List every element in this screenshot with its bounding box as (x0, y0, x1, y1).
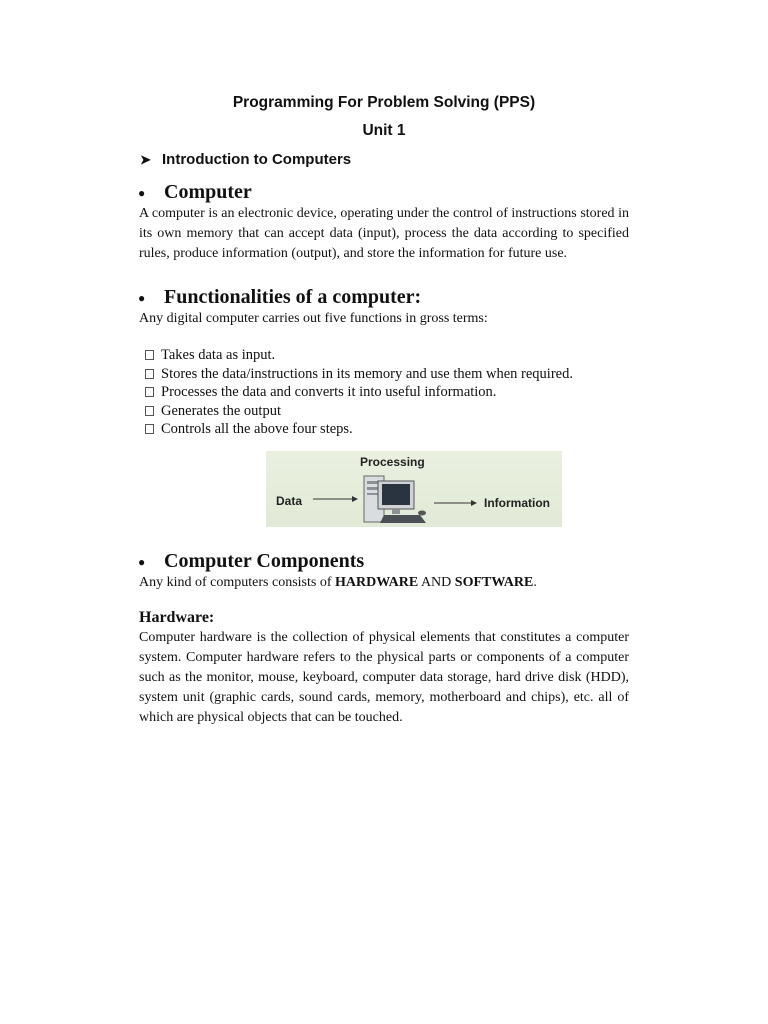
diagram-processing-label: Processing (360, 455, 425, 469)
components-heading-text: Computer Components (164, 550, 365, 572)
bullet-icon: ● (138, 554, 146, 569)
checkbox-glyph-icon (145, 369, 154, 379)
computer-description: A computer is an electronic device, operating under the control of instructions stored in its own memory that can accept data (input), process the data according to specified rules, produce information (output), and store the information for future use. (139, 206, 629, 261)
components-heading (138, 550, 364, 573)
hardware-keyword: HARDWARE (334, 575, 419, 590)
checkbox-glyph-icon (145, 350, 154, 360)
bullet-icon: ● (138, 185, 146, 200)
hardware-heading: Hardware: (139, 609, 215, 626)
checkbox-glyph-icon (145, 387, 154, 397)
arrow-right-icon (434, 500, 477, 506)
functionalities-intro: Any digital computer carries out five functions in gross terms: (139, 311, 488, 326)
checkbox-glyph-icon (145, 406, 154, 416)
software-keyword: SOFTWARE (454, 575, 534, 590)
document-unit: Unit 1 (362, 122, 406, 139)
diagram-information-label: Information (484, 496, 550, 510)
components-description: Any kind of computers consists of HARDWARE AND SOFTWARE. (139, 575, 537, 590)
checkbox-glyph-icon (145, 424, 154, 434)
bullet-icon: ● (138, 290, 146, 305)
list-item: Generates the output (145, 402, 573, 421)
computer-heading (138, 181, 252, 204)
document-title: Programming For Problem Solving (PPS) (232, 94, 536, 111)
list-item: Processes the data and converts it into useful information. (145, 383, 573, 402)
arrow-right-icon (313, 496, 358, 502)
hardware-description: Computer hardware is the collection of physical elements that constitutes a computer system. Computer hardware refers to the physical parts or components of a computer such as the monitor, mouse, keyboard, computer data storage, hard drive disk (HDD), system unit (graphic cards, sound cards, memory, motherboard and chips), etc. all of which are physical objects that can be touched. (139, 630, 629, 725)
list-item: Stores the data/instructions in its memory and use them when required. (145, 365, 573, 384)
intro-heading-text: Introduction to Computers (162, 151, 352, 168)
arrow-bullet-icon: ➤ (140, 152, 151, 167)
functionalities-heading (138, 286, 421, 309)
processing-diagram (266, 451, 562, 527)
computer-icon (364, 476, 426, 523)
diagram-graphics (266, 451, 562, 527)
intro-heading (140, 151, 351, 168)
functionalities-heading-text: Functionalities of a computer: (164, 286, 422, 308)
computer-heading-text: Computer (164, 181, 252, 203)
list-item: Takes data as input. (145, 346, 573, 365)
functionalities-list (145, 346, 573, 439)
list-item: Controls all the above four steps. (145, 420, 573, 439)
diagram-data-label: Data (276, 494, 303, 508)
